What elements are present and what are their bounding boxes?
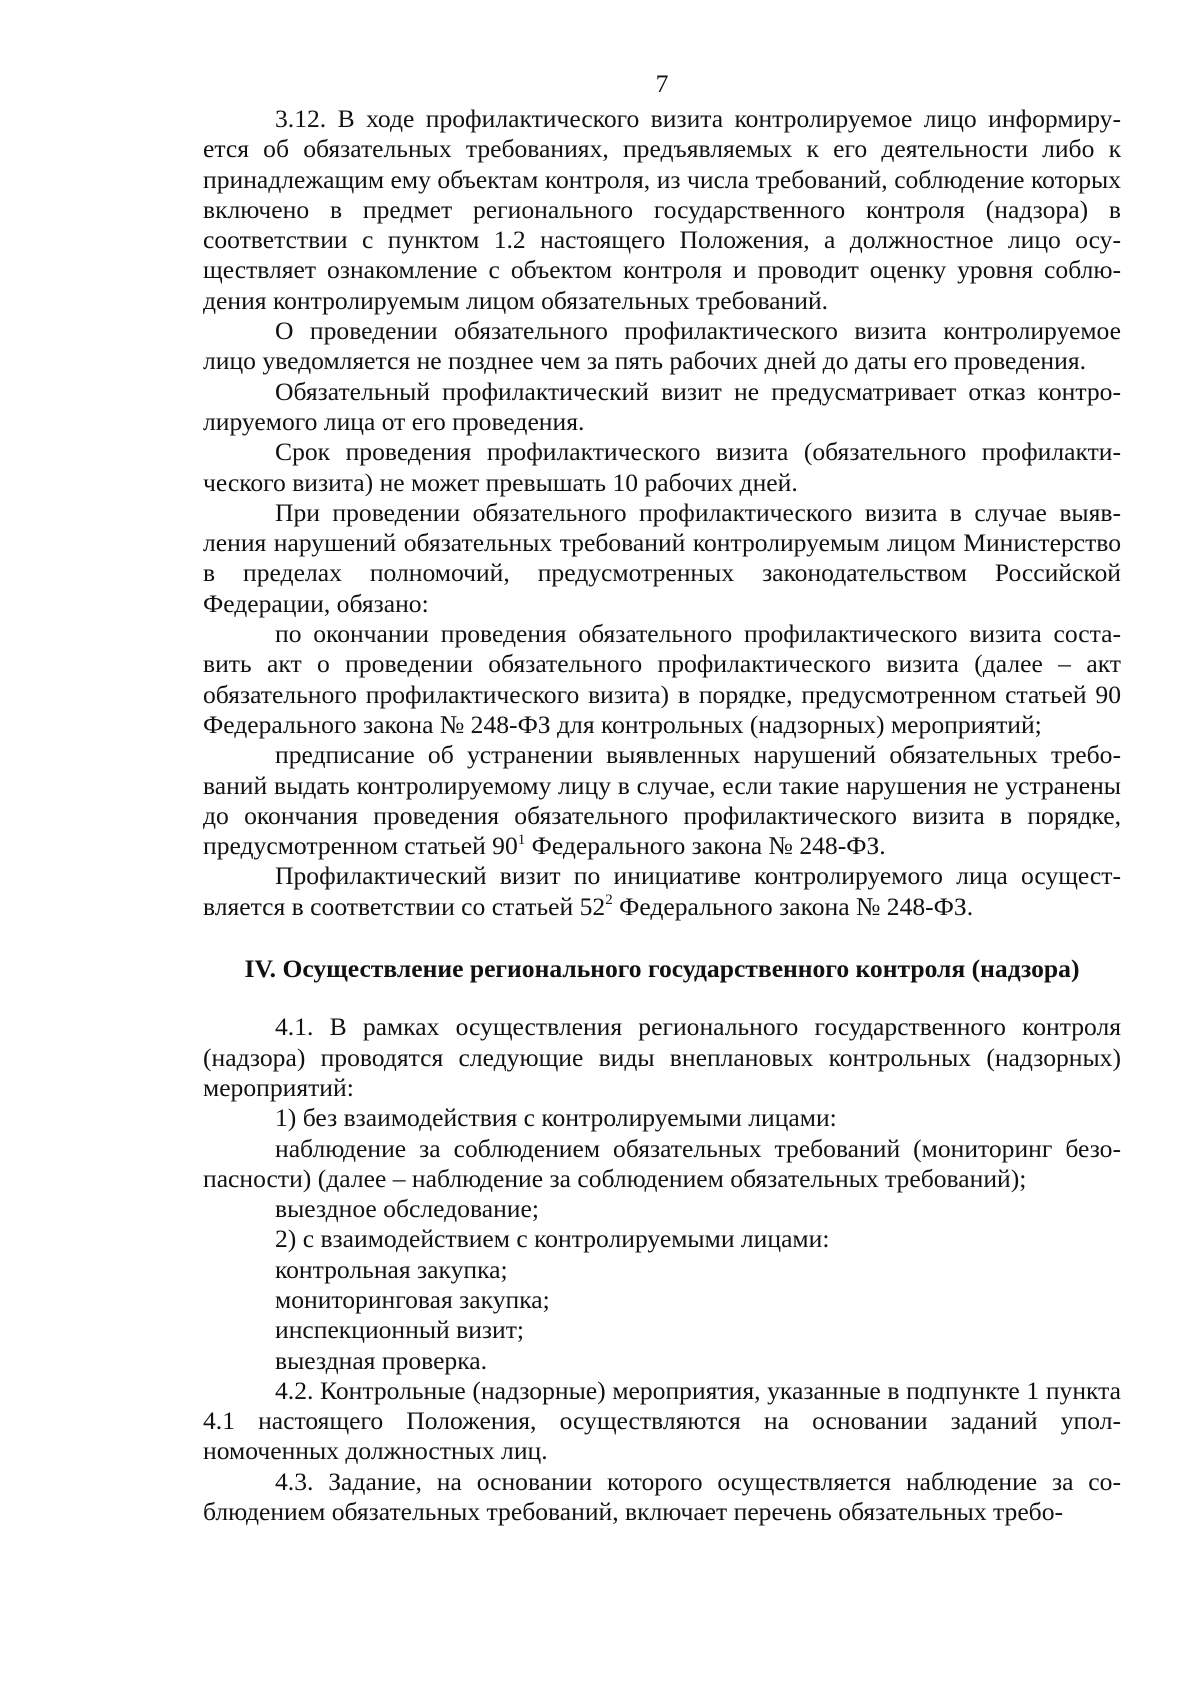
paragraph-initiative-visit (203, 861, 1121, 922)
paragraph-prescription-end: Федерального закона № 248-ФЗ. (525, 831, 886, 861)
page-number: 7 (655, 69, 669, 98)
paragraph-act: по окончании проведения обязательного профилактического визита составить акт о проведении обязательного профилактического визита (далее – акт обязательного профилактического визита) в порядке, предусмотренном статьей 90 Федерального закона № 248-ФЗ для контрольных (надзорных) мероприятий; (203, 619, 1121, 739)
paragraph-prescription-text: предписание об устранении выявленных нарушений обязательных требований выдать контролируемому лицу в случае, если такие нарушения не устранены до окончания проведения обязательного профилактического визита в порядке, предусмотренном статьей 90 (203, 740, 1121, 861)
document-page (203, 66, 1121, 1527)
paragraph-initiative-text: Профилактический визит по инициативе контролируемого лица осуществляется в соответствии со статьей 52 (203, 861, 1121, 921)
list-item: наблюдение за соблюдением обязательных требований (мониторинг безопасности) (далее – наблюдение за соблюдением обязательных требований); (203, 1133, 1121, 1193)
list-item: мониторинговая закупка; (275, 1284, 550, 1314)
paragraph-duration: Срок проведения профилактического визита (обязательного профилактического визита) не может превышать 10 рабочих дней. (203, 437, 1121, 497)
superscript: 1 (517, 831, 526, 848)
list-item: выездное обследование; (275, 1194, 539, 1224)
section-heading: IV. Осуществление регионального государственного контроля (надзора) (244, 954, 1080, 984)
paragraph-violations: При проведении обязательного профилактического визита в случае выявления нарушений обязательных требований контролируемым лицом Министерство в пределах полномочий, предусмотренных законодательством Российской Федерации, обязано: (203, 497, 1121, 618)
superscript: 2 (605, 892, 613, 909)
paragraph-prescription (203, 740, 1121, 861)
paragraph-notification: О проведении обязательного профилактического визита контролируемое лицо уведомляется не позднее чем за пять рабочих дней до даты его проведения. (203, 316, 1121, 376)
list-item: выездная проверка. (275, 1345, 488, 1375)
paragraph-no-refusal: Обязательный профилактический визит не предусматривает отказ контролируемого лица от его проведения. (203, 376, 1121, 436)
paragraph-4-1: 4.1. В рамках осуществления регионального государственного контроля (надзора) проводятся следующие виды внеплановых контрольных (надзорных) мероприятий: (203, 1012, 1121, 1102)
list-item: контрольная закупка; (275, 1254, 508, 1284)
list-item: 1) без взаимодействия с контролируемыми лицами: (275, 1103, 837, 1133)
paragraph-initiative-end: Федерального закона № 248-ФЗ. (612, 891, 974, 921)
list-item: 2) с взаимодействием с контролируемыми лицами: (275, 1224, 830, 1254)
list-item: инспекционный визит; (275, 1315, 525, 1345)
paragraph-4-2: 4.2. Контрольные (надзорные) мероприятия, указанные в подпункте 1 пункта 4.1 настоящего Положения, осуществляются на основании заданий уполномоченных должностных лиц. (203, 1375, 1121, 1466)
paragraph-3-12: 3.12. В ходе профилактического визита контролируемое лицо информируется об обязательных требованиях, предъявляемых к его деятельности либо к принадлежащим ему объектам контроля, из числа требований, соблюдение которых включено в предмет регионального государственного контроля (надзора) в соответствии с пунктом 1.2 настоящего Положения, а должностное лицо осуществляет ознакомление с объектом контроля и проводит оценку уровня соблюдения контролируемым лицом обязательных требований. (203, 104, 1121, 315)
paragraph-4-3: 4.3. Задание, на основании которого осуществляется наблюдение за соблюдением обязательных требований, включает перечень обязательных требо- (203, 1466, 1121, 1527)
